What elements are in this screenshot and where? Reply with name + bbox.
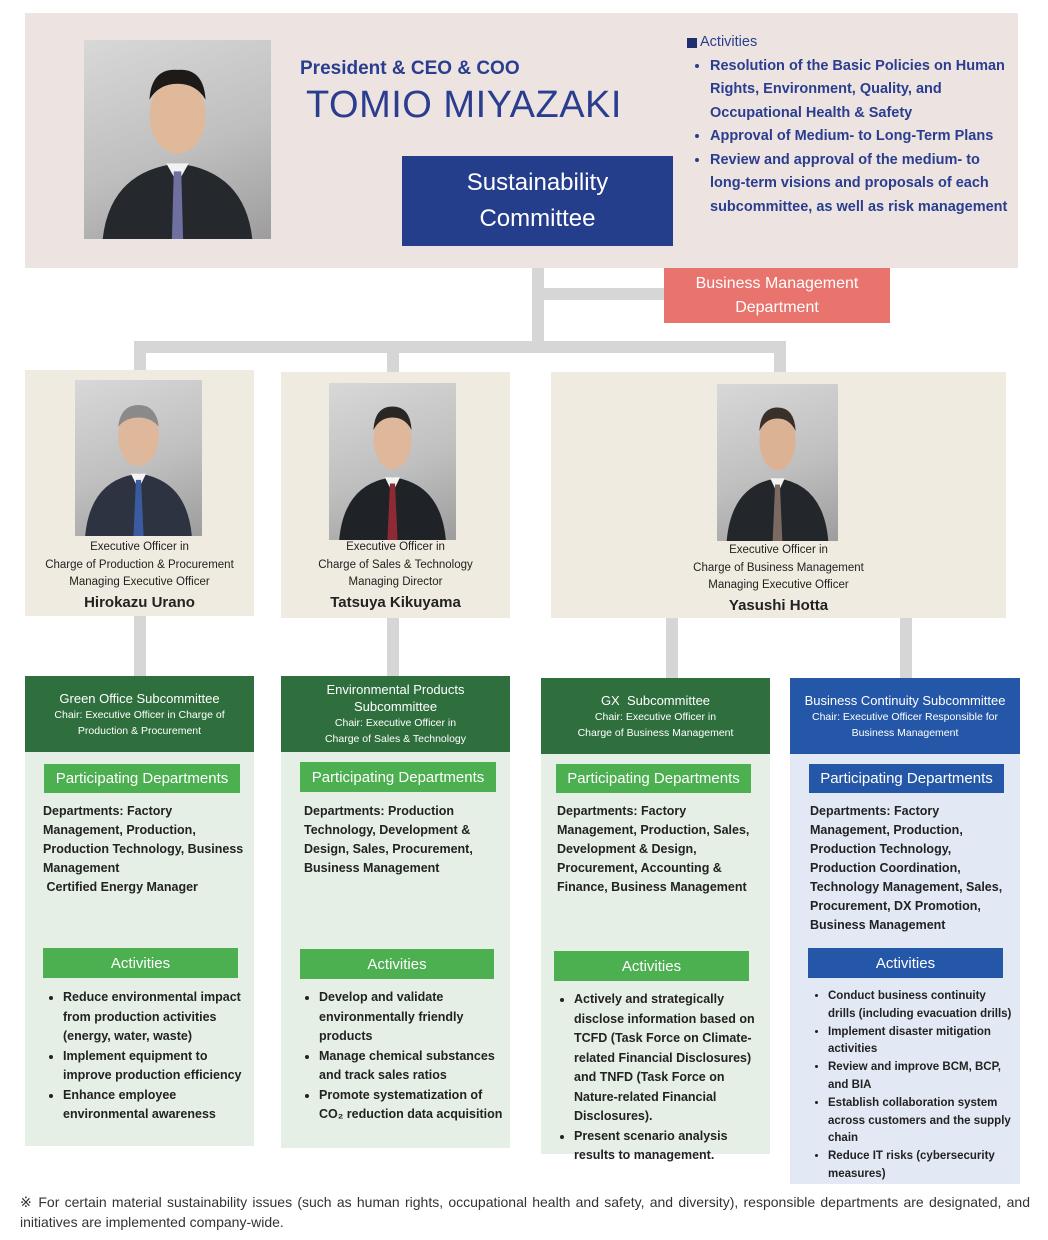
subcommittee-title: Green Office Subcommittee [59, 690, 220, 706]
department-line: Management, Production, [43, 823, 196, 837]
activity-item: • Conduct business continuity drills (including evacuation drills) [828, 988, 1013, 1024]
ceo-name: TOMIO MIYAZAKI [306, 84, 622, 126]
participating-departments-label: Participating Departments [300, 762, 496, 792]
connector-exec-1 [134, 341, 146, 371]
executive-title-line: Charge of Sales & Technology [318, 558, 473, 571]
department-line: Technology Management, Sales, [810, 880, 1003, 894]
committee-activity-item: • Resolution of the Basic Policies on Human Rights, Environment, Quality, and Occupational Health & Safety [710, 55, 1017, 126]
department-line: Finance, Business Management [557, 880, 747, 894]
participating-departments-label: Participating Departments [44, 764, 240, 793]
departments-text-2 [304, 802, 504, 878]
activity-item: • Establish collaboration system across customers and the supply chain [828, 1095, 1013, 1148]
department-line: Design, Sales, Procurement, [304, 842, 473, 856]
activity-item: • Develop and validate environmentally friendly products [319, 988, 504, 1047]
executive-photo-2 [329, 383, 456, 540]
activities-label: Activities [43, 948, 238, 978]
subcommittee-title: Environmental Products [326, 682, 465, 697]
executive-photo-1 [75, 380, 202, 536]
business-management-department-box [664, 268, 890, 323]
activities-list-1 [43, 988, 248, 1125]
subcommittee-title: GX Subcommittee [600, 692, 711, 708]
department-line: Departments: Factory [810, 804, 940, 818]
department-line: Technology, Development & [304, 823, 471, 837]
department-line: Production Technology, Business [43, 842, 244, 856]
department-line: Management, Production, Sales, [557, 823, 750, 837]
department-line: Departments: Production [304, 804, 455, 818]
committee-line-1: Sustainability [466, 169, 609, 196]
connector-exec-3 [774, 341, 786, 373]
department-line: Management [43, 861, 120, 875]
committee-activities [687, 31, 1017, 219]
subcommittee-header-3 [541, 678, 770, 754]
subcommittee-chair: Chair: Executive Officer in [334, 717, 457, 729]
connector-sub-1 [134, 614, 146, 676]
executive-title-line: Managing Executive Officer [69, 576, 210, 588]
activity-item: • Enhance employee environmental awareness [63, 1086, 248, 1125]
departments-text-3 [557, 802, 765, 897]
activities-label: Activities [300, 949, 494, 979]
department-line: Procurement, Accounting & [557, 861, 722, 875]
committee-line-2: Committee [479, 205, 596, 232]
department-line: Production Coordination, [810, 861, 961, 875]
activity-item: • Reduce IT risks (cybersecurity measures) [828, 1148, 1013, 1184]
department-line: Procurement, DX Promotion, [810, 899, 981, 913]
executive-title-line: Executive Officer in [90, 541, 189, 553]
activities-list-2 [299, 988, 504, 1125]
subcommittee-title: Subcommittee [353, 699, 438, 714]
department-line: Production Technology, [810, 842, 952, 856]
subcommittee-chair: Business Management [851, 726, 959, 739]
executive-title-line: Executive Officer in [729, 544, 828, 556]
connector-sub-3 [666, 618, 678, 678]
departments-text-1 [43, 802, 248, 897]
square-bullet-icon [687, 38, 697, 48]
executive-title-line: Managing Director [348, 576, 443, 588]
connector-horizontal [134, 341, 786, 353]
activity-item: • Promote systematization of CO₂ reduction data acquisition [319, 1086, 504, 1125]
subcommittee-header-4 [790, 678, 1020, 754]
executive-name: Tatsuya Kikuyama [330, 593, 461, 611]
subcommittee-chair: Charge of Sales & Technology [324, 733, 467, 745]
executive-title-line: Charge of Business Management [693, 561, 864, 574]
bmd-line-1: Business Management [695, 274, 859, 292]
executive-info-2 [281, 539, 510, 613]
activities-list-3 [554, 990, 764, 1166]
department-line: Business Management [304, 861, 440, 875]
executive-info-3 [551, 542, 1006, 616]
department-line: Departments: Factory [557, 804, 687, 818]
executive-name: Yasushi Hotta [728, 596, 829, 614]
committee-activities-heading: Activities [700, 34, 758, 50]
activities-list-4 [808, 988, 1013, 1184]
subcommittee-header-1 [25, 676, 254, 752]
committee-activity-item: • Review and approval of the medium- to long-term visions and proposals of each subcommittee, as well as risk management [710, 149, 1017, 220]
activities-label: Activities [808, 948, 1003, 978]
executive-photo-3 [717, 384, 838, 541]
executive-title-line: Charge of Production & Procurement [45, 558, 234, 571]
participating-departments-label: Participating Departments [809, 764, 1004, 793]
participating-departments-label: Participating Departments [556, 764, 751, 793]
department-line: Management, Production, [810, 823, 963, 837]
subcommittee-title: Business Continuity Subcommittee [804, 692, 1006, 708]
subcommittee-chair: Chair: Executive Officer Responsible for [812, 710, 998, 723]
connector-bmd [544, 288, 664, 300]
activity-item: • Present scenario analysis results to management. [574, 1127, 764, 1166]
bmd-line-2: Department [735, 298, 819, 316]
activities-label: Activities [554, 951, 749, 981]
subcommittee-chair: Charge of Business Management [577, 726, 734, 739]
department-line: Development & Design, [557, 842, 697, 856]
committee-activity-item: • Approval of Medium- to Long-Term Plans [710, 125, 1017, 149]
subcommittee-chair: Chair: Executive Officer in [594, 710, 717, 723]
sustainability-committee-box [402, 156, 673, 246]
executive-name: Hirokazu Urano [84, 593, 195, 611]
activity-item: • Reduce environmental impact from production activities (energy, water, waste) [63, 988, 248, 1047]
activity-item: • Review and improve BCM, BCP, and BIA [828, 1059, 1013, 1095]
connector-sub-2 [387, 616, 399, 676]
footnote: ※ For certain material sustainability issues (such as human rights, occupational health and safety, and diversity), responsible departments are designated, and initiatives are implemented company-wide. [20, 1194, 1030, 1230]
department-line: Business Management [810, 918, 946, 932]
department-line: Departments: Factory [43, 804, 173, 818]
executive-title-line: Managing Executive Officer [708, 579, 849, 591]
executive-info-1 [25, 539, 254, 613]
departments-text-4 [810, 802, 1015, 935]
department-line: Certified Energy Manager [43, 880, 198, 894]
connector-exec-2 [387, 341, 399, 373]
subcommittee-header-2 [281, 676, 510, 752]
subcommittee-chair: Production & Procurement [77, 724, 202, 737]
executive-title-line: Executive Officer in [346, 541, 445, 553]
connector-sub-4 [900, 618, 912, 678]
activity-item: • Actively and strategically disclose information based on TCFD (Task Force on Climate-related Financial Disclosures) and TNFD (Task Force on Nature-related Financial Disclosures). [574, 990, 764, 1127]
ceo-photo [84, 40, 271, 239]
activity-item: • Implement disaster mitigation activities [828, 1024, 1013, 1060]
activity-item: • Manage chemical substances and track sales ratios [319, 1047, 504, 1086]
ceo-role: President & CEO & COO [300, 58, 520, 79]
subcommittee-chair: Chair: Executive Officer in Charge of [54, 708, 225, 721]
activity-item: • Implement equipment to improve production efficiency [63, 1047, 248, 1086]
